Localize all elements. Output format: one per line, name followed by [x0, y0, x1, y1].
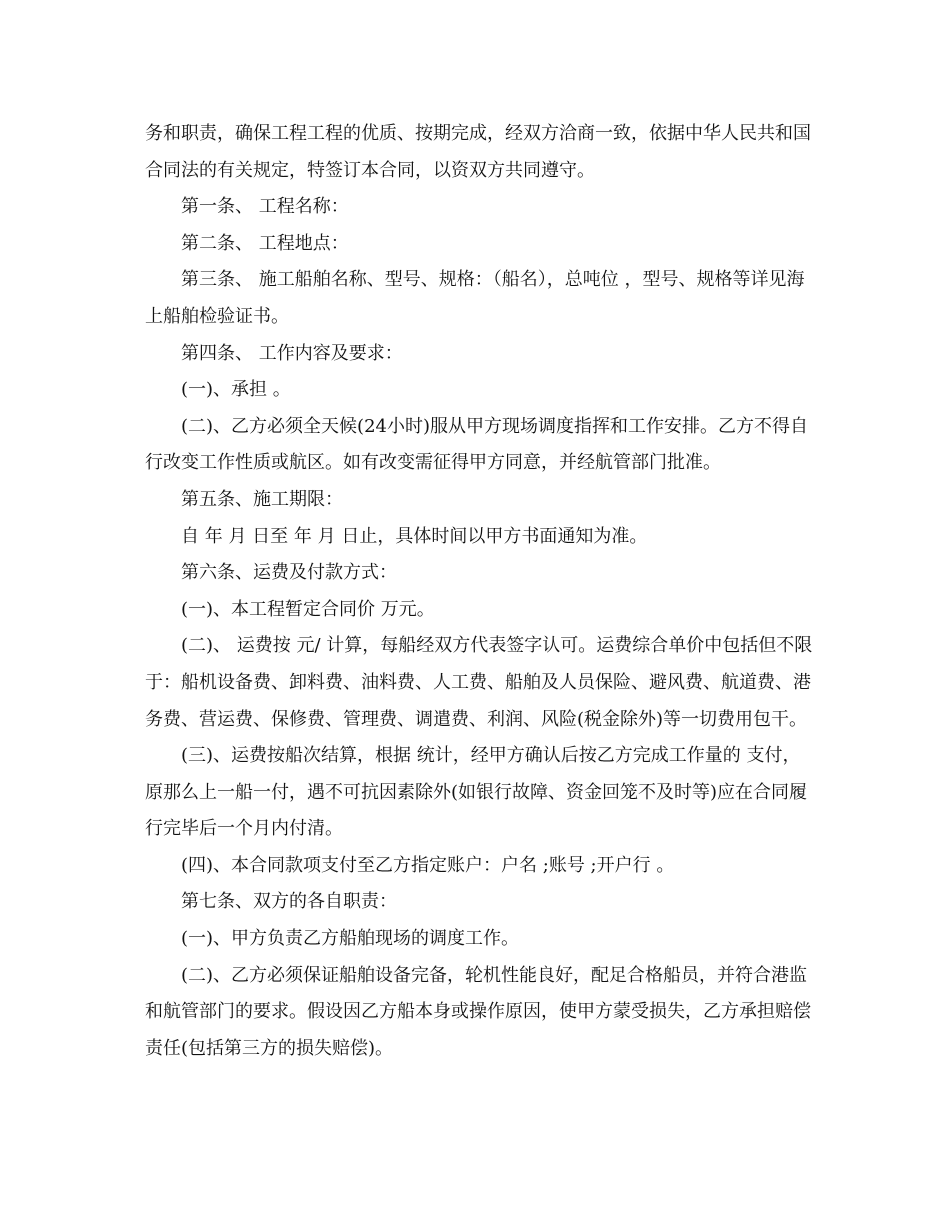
paragraph-article-4-item-2: (二)、乙方必须全天候(24小时)服从甲方现场调度指挥和工作安排。乙方不得自行改变工作性质或航区。如有改变需征得甲方同意，并经航管部门批准。 — [145, 415, 808, 474]
contract-body — [145, 116, 815, 1067]
paragraph-intro: 务和职责，确保工程工程的优质、按期完成，经双方洽商一致，依据中华人民共和国合同法的有关规定，特签订本合同，以资双方共同遵守。 — [145, 123, 811, 181]
paragraph-article-6: 第六条、运费及付款方式： — [181, 562, 397, 584]
paragraph-article-6-item-1: (一)、本工程暂定合同价 万元。 — [181, 598, 435, 620]
paragraph-article-5: 第五条、施工期限： — [181, 488, 343, 510]
paragraph-article-7: 第七条、双方的各自职责： — [181, 891, 397, 913]
paragraph-article-7-item-2: (二)、乙方必须保证船舶设备完备，轮机性能良好，配足合格船员，并符合港监和航管部门的要求。假设因乙方船本身或操作原因，使甲方蒙受损失，乙方承担赔偿责任(包括第三方的损失赔偿)。 — [145, 964, 811, 1059]
paragraph-article-3: 第三条、 施工船舶名称、型号、规格：（船名），总吨位 ，型号、规格等详见海上船舶检验证书。 — [145, 269, 805, 327]
paragraph-article-2: 第二条、 工程地点： — [181, 232, 349, 254]
paragraph-article-6-item-3: (三)、运费按船次结算，根据 统计，经甲方确认后按乙方完成工作量的 支付，原那么上一船一付，遇不可抗因素除外(如银行故障、资金回笼不及时等)应在合同履行完毕后一个月内付清。 — [145, 745, 808, 840]
paragraph-article-4: 第四条、 工作内容及要求： — [181, 342, 403, 364]
paragraph-article-5-period: 自 年 月 日至 年 月 日止，具体时间以甲方书面通知为准。 — [181, 525, 648, 547]
paragraph-article-6-item-4: (四)、本合同款项支付至乙方指定账户：户名 ;账号 ;开户行 。 — [181, 854, 675, 876]
paragraph-article-7-item-1: (一)、甲方负责乙方船舶现场的调度工作。 — [181, 928, 520, 950]
paragraph-article-4-item-1: (一)、承担 。 — [181, 379, 291, 401]
paragraph-article-6-item-2: (二)、 运费按 元/ 计算，每船经双方代表签字认可。运费综合单价中包括但不限于：船机设备费、卸料费、油料费、人工费、船舶及人员保险、避风费、航道费、港务费、营运费、保修费、管理费、调遣费、利润、风险(税金除外)等一切费用包干。 — [145, 635, 813, 730]
paragraph-article-1: 第一条、 工程名称： — [181, 196, 349, 218]
